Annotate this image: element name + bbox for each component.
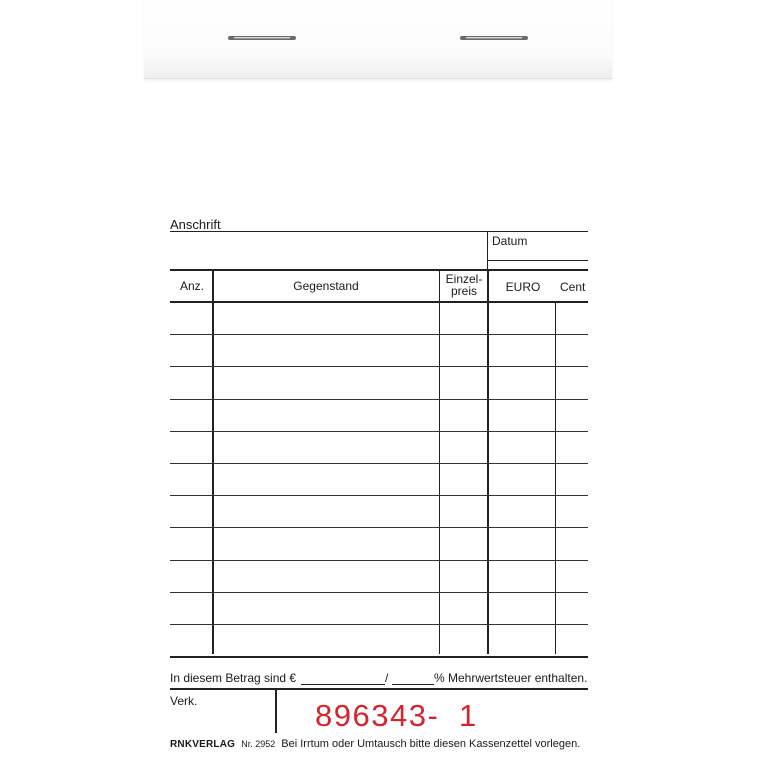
vat-prefix: In diesem Betrag sind € [170, 671, 297, 685]
table-row-line [170, 463, 588, 464]
publisher-name: RNKVERLAG [170, 739, 236, 750]
table-row-line [170, 399, 588, 400]
form-number: Nr. 2952 [241, 739, 276, 749]
date-label[interactable]: Datum [492, 234, 528, 248]
staple-right [458, 34, 530, 42]
receipt-form [170, 214, 588, 754]
divider-price-euro [487, 270, 489, 654]
table-row-line [170, 366, 588, 367]
table-row-line [170, 560, 588, 561]
footer-note: Bei Irrtum oder Umtausch bitte diesen Kassenzettel vorlegen. [281, 738, 581, 750]
column-header-qty: Anz. [180, 279, 205, 293]
vat-bottom-border [170, 688, 588, 690]
divider-qty-item [212, 270, 214, 654]
date-line [487, 260, 588, 261]
column-header-euro: EURO [505, 280, 541, 294]
table-row-line [170, 495, 588, 496]
vat-separator: / [385, 671, 389, 685]
table-row-line [170, 592, 588, 593]
table-row-line [170, 431, 588, 432]
seller-divider [275, 689, 277, 733]
table-row-line [170, 527, 588, 528]
header-bottom-border [170, 301, 588, 303]
vat-suffix: % Mehrwertsteuer enthalten. [434, 671, 588, 685]
table-row-line [170, 656, 588, 658]
staple-left [226, 34, 298, 42]
divider-item-price [439, 270, 440, 654]
column-header-unit-price [440, 273, 488, 297]
address-underline [170, 231, 588, 232]
vat-rate-blank[interactable] [392, 684, 434, 685]
pad-binding [144, 0, 612, 79]
address-label: Anschrift [170, 217, 221, 232]
vat-amount-blank[interactable] [301, 684, 385, 685]
unit-price-line1: Einzel- [445, 272, 483, 286]
divider-euro-cent [555, 302, 556, 654]
date-divider [487, 231, 488, 270]
unit-price-line2: preis [450, 284, 477, 298]
table-row-line [170, 624, 588, 625]
table-top-border [170, 269, 588, 271]
column-header-cent: Cent [560, 280, 586, 294]
copy-number: 1 [459, 698, 478, 733]
serial-number: 896343- [315, 698, 440, 733]
footer [170, 738, 580, 750]
seller-label[interactable]: Verk. [170, 694, 198, 708]
table-row-line [170, 334, 588, 335]
column-header-item: Gegenstand [293, 279, 359, 293]
